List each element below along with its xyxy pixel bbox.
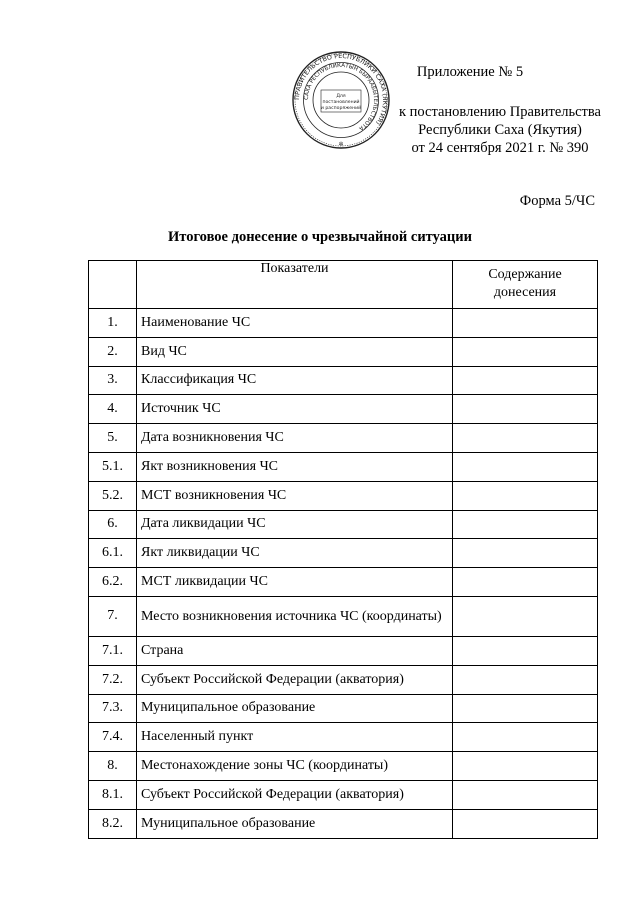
table-row [89,809,598,838]
row-value-cell[interactable] [453,366,598,395]
row-indicator: Муниципальное образование [137,809,453,838]
row-value-cell[interactable] [453,452,598,481]
document-title: Итоговое донесение о чрезвычайной ситуации [168,229,472,245]
row-number: 6.2. [89,568,137,597]
table-row [89,510,598,539]
seal-center-line-3: и распоряжений [320,106,362,111]
row-indicator: Дата возникновения ЧС [137,424,453,453]
row-number: 6. [89,510,137,539]
decree-reference-line: к постановлению Правительства [399,104,601,120]
row-value-cell[interactable] [453,337,598,366]
seal-center-line-2: постановлений [322,100,360,105]
row-value-cell[interactable] [453,510,598,539]
row-number: 7.2. [89,665,137,694]
row-indicator: Источник ЧС [137,395,453,424]
row-indicator: Страна [137,636,453,665]
row-value-cell[interactable] [453,309,598,338]
row-indicator: МСТ ликвидации ЧС [137,568,453,597]
table-row [89,337,598,366]
row-indicator: Местонахождение зоны ЧС (координаты) [137,752,453,781]
table-row [89,694,598,723]
row-indicator: Якт ликвидации ЧС [137,539,453,568]
table-row [89,752,598,781]
table-row [89,596,598,636]
row-value-cell[interactable] [453,809,598,838]
table-row [89,780,598,809]
table-row [89,636,598,665]
row-value-cell[interactable] [453,723,598,752]
row-number: 7. [89,596,137,636]
row-indicator: Муниципальное образование [137,694,453,723]
row-number: 8.1. [89,780,137,809]
table-row [89,395,598,424]
row-indicator: Населенный пункт [137,723,453,752]
decree-date-line: от 24 сентября 2021 г. № 390 [411,140,589,156]
row-number: 7.4. [89,723,137,752]
table-row [89,452,598,481]
seal-center-line-1: Для [336,94,346,99]
row-number: 8. [89,752,137,781]
row-value-cell[interactable] [453,568,598,597]
row-indicator: Дата ликвидации ЧС [137,510,453,539]
row-number: 7.3. [89,694,137,723]
table-header-row [89,261,598,309]
report-table [88,260,598,839]
row-indicator: МСТ возникновения ЧС [137,481,453,510]
row-value-cell[interactable] [453,665,598,694]
table-row [89,723,598,752]
row-number: 2. [89,337,137,366]
row-number: 4. [89,395,137,424]
row-number: 8.2. [89,809,137,838]
seal-star-icon: ✲ [338,142,344,148]
header-number-cell [89,261,137,309]
row-indicator: Субъект Российской Федерации (акватория) [137,665,453,694]
row-number: 1. [89,309,137,338]
seal-inner-text: САХА РЕСПУБЛИКАТЫН БЫРААБЫТЕЛЬСТВОТА [303,62,379,132]
form-identifier: Форма 5/ЧС [519,193,595,209]
row-value-cell[interactable] [453,539,598,568]
row-value-cell[interactable] [453,395,598,424]
row-value-cell[interactable] [453,424,598,453]
row-value-cell[interactable] [453,481,598,510]
row-number: 7.1. [89,636,137,665]
table-row [89,424,598,453]
table-row [89,481,598,510]
header-indicators-cell: Показатели [137,261,453,309]
table-row [89,309,598,338]
seal-outer-text: ПРАВИТЕЛЬСТВО РЕСПУБЛИКИ САХА (ЯКУТИЯ) [292,51,390,127]
row-indicator: Субъект Российской Федерации (акватория) [137,780,453,809]
row-indicator: Место возникновения источника ЧС (координаты) [137,596,453,636]
table-row [89,568,598,597]
row-value-cell[interactable] [453,694,598,723]
row-number: 6.1. [89,539,137,568]
row-indicator: Наименование ЧС [137,309,453,338]
republic-name-line: Республики Саха (Якутия) [418,122,582,138]
header-content-cell: Содержание донесения [453,261,598,309]
row-value-cell[interactable] [453,636,598,665]
row-number: 5.1. [89,452,137,481]
appendix-number: Приложение № 5 [416,64,524,80]
row-indicator: Классификация ЧС [137,366,453,395]
table-row [89,539,598,568]
row-indicator: Якт возникновения ЧС [137,452,453,481]
table-row [89,665,598,694]
table-row [89,366,598,395]
row-value-cell[interactable] [453,780,598,809]
row-number: 5. [89,424,137,453]
row-value-cell[interactable] [453,752,598,781]
row-value-cell[interactable] [453,596,598,636]
row-number: 5.2. [89,481,137,510]
row-indicator: Вид ЧС [137,337,453,366]
row-number: 3. [89,366,137,395]
